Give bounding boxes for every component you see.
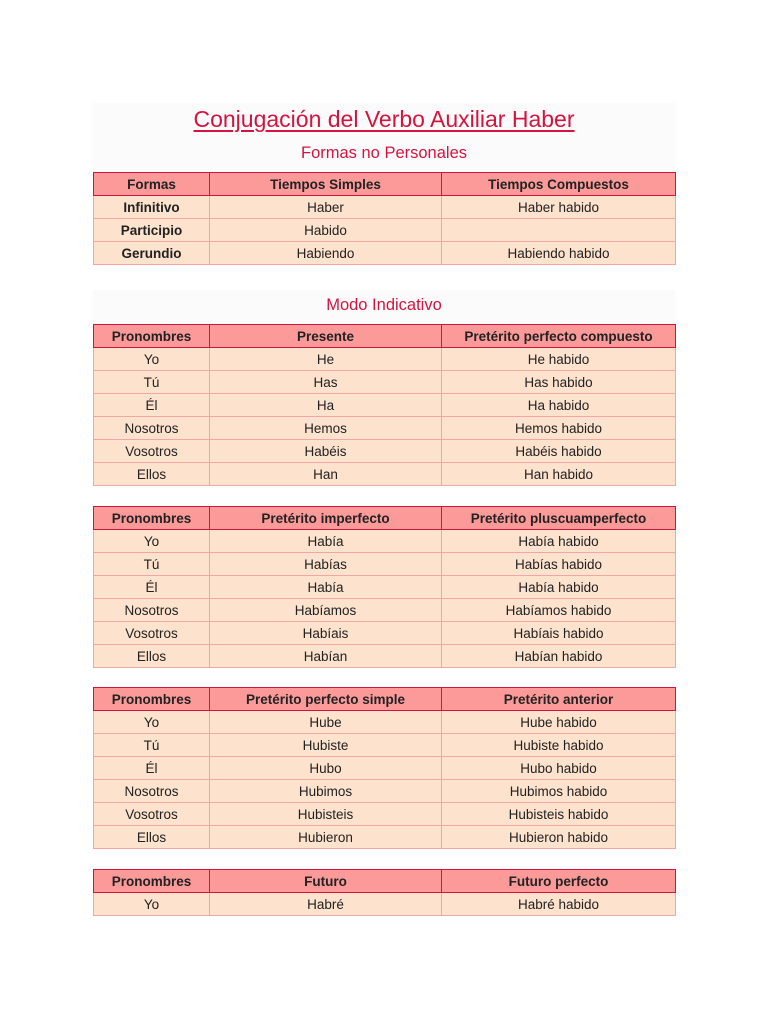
column-header: Pronombres bbox=[94, 325, 210, 348]
table-header-row bbox=[94, 325, 676, 348]
pronoun-cell: Él bbox=[94, 576, 210, 599]
table-cell: Hubiste habido bbox=[442, 734, 676, 757]
table-presente bbox=[93, 324, 676, 486]
pronoun-cell: Yo bbox=[94, 348, 210, 371]
table-cell: Hubisteis bbox=[210, 803, 442, 826]
table-cell: Habíamos habido bbox=[442, 599, 676, 622]
row-label-cell: Gerundio bbox=[94, 242, 210, 265]
table-cell: Había bbox=[210, 576, 442, 599]
column-header: Pronombres bbox=[94, 507, 210, 530]
table-formas-no-personales bbox=[93, 172, 676, 265]
table-row bbox=[94, 394, 676, 417]
pronoun-cell: Vosotros bbox=[94, 803, 210, 826]
pronoun-cell: Vosotros bbox=[94, 440, 210, 463]
table-cell: Hube habido bbox=[442, 711, 676, 734]
table-cell: He bbox=[210, 348, 442, 371]
row-label-cell: Infinitivo bbox=[94, 196, 210, 219]
table-cell: Hemos habido bbox=[442, 417, 676, 440]
table-cell: Hubiste bbox=[210, 734, 442, 757]
table-cell: Han habido bbox=[442, 463, 676, 486]
table-cell: Haber habido bbox=[442, 196, 676, 219]
column-header: Pretérito anterior bbox=[442, 688, 676, 711]
table-cell: Has bbox=[210, 371, 442, 394]
table-cell: Hubo bbox=[210, 757, 442, 780]
column-header: Pronombres bbox=[94, 688, 210, 711]
table-header-row bbox=[94, 173, 676, 196]
table-cell: Habíais habido bbox=[442, 622, 676, 645]
column-header: Tiempos Compuestos bbox=[442, 173, 676, 196]
table-header-row bbox=[94, 688, 676, 711]
pronoun-cell: Ellos bbox=[94, 463, 210, 486]
column-header: Formas bbox=[94, 173, 210, 196]
table-row bbox=[94, 242, 676, 265]
pronoun-cell: Yo bbox=[94, 893, 210, 916]
table-cell: Habían bbox=[210, 645, 442, 668]
table-cell: Habiendo habido bbox=[442, 242, 676, 265]
column-header: Tiempos Simples bbox=[210, 173, 442, 196]
pronoun-cell: Yo bbox=[94, 711, 210, 734]
table-cell: Hemos bbox=[210, 417, 442, 440]
pronoun-cell: Nosotros bbox=[94, 780, 210, 803]
table-header-row bbox=[94, 870, 676, 893]
table-row bbox=[94, 757, 676, 780]
column-header: Pretérito perfecto simple bbox=[210, 688, 442, 711]
pronoun-cell: Nosotros bbox=[94, 417, 210, 440]
table-cell: Hubimos bbox=[210, 780, 442, 803]
table-cell: Habéis habido bbox=[442, 440, 676, 463]
table-row bbox=[94, 893, 676, 916]
table-cell: Había habido bbox=[442, 576, 676, 599]
pronoun-cell: Él bbox=[94, 757, 210, 780]
pronoun-cell: Vosotros bbox=[94, 622, 210, 645]
section-band-indicativo bbox=[93, 290, 675, 325]
table-preterito-perfecto-simple bbox=[93, 687, 676, 849]
section-title-no-personales: Formas no Personales bbox=[301, 144, 467, 162]
pronoun-cell: Tú bbox=[94, 371, 210, 394]
table-futuro bbox=[93, 869, 676, 916]
table-cell: Ha habido bbox=[442, 394, 676, 417]
table-cell: Habías bbox=[210, 553, 442, 576]
table-row bbox=[94, 645, 676, 668]
table-row bbox=[94, 780, 676, 803]
table-row bbox=[94, 826, 676, 849]
table-row bbox=[94, 371, 676, 394]
table-cell bbox=[442, 219, 676, 242]
table-cell: Hubisteis habido bbox=[442, 803, 676, 826]
title-band bbox=[93, 103, 675, 173]
section-title-indicativo: Modo Indicativo bbox=[326, 296, 442, 314]
table-row bbox=[94, 553, 676, 576]
column-header: Presente bbox=[210, 325, 442, 348]
table-row bbox=[94, 219, 676, 242]
table-row bbox=[94, 622, 676, 645]
table-row bbox=[94, 348, 676, 371]
table-row bbox=[94, 576, 676, 599]
page-title: Conjugación del Verbo Auxiliar Haber bbox=[193, 106, 575, 132]
pronoun-cell: Tú bbox=[94, 734, 210, 757]
table-row bbox=[94, 417, 676, 440]
table-cell: Habías habido bbox=[442, 553, 676, 576]
table-cell: Hubimos habido bbox=[442, 780, 676, 803]
table-cell: Ha bbox=[210, 394, 442, 417]
pronoun-cell: Yo bbox=[94, 530, 210, 553]
table-row bbox=[94, 196, 676, 219]
column-header: Futuro perfecto bbox=[442, 870, 676, 893]
table-cell: Hubo habido bbox=[442, 757, 676, 780]
table-cell: Habían habido bbox=[442, 645, 676, 668]
table-cell: Habéis bbox=[210, 440, 442, 463]
pronoun-cell: Ellos bbox=[94, 645, 210, 668]
pronoun-cell: Él bbox=[94, 394, 210, 417]
table-cell: Habré bbox=[210, 893, 442, 916]
table-cell: Habré habido bbox=[442, 893, 676, 916]
table-cell: Hube bbox=[210, 711, 442, 734]
pronoun-cell: Nosotros bbox=[94, 599, 210, 622]
column-header: Futuro bbox=[210, 870, 442, 893]
column-header: Pronombres bbox=[94, 870, 210, 893]
pronoun-cell: Tú bbox=[94, 553, 210, 576]
column-header: Pretérito perfecto compuesto bbox=[442, 325, 676, 348]
table-row bbox=[94, 530, 676, 553]
table-row bbox=[94, 711, 676, 734]
table-cell: He habido bbox=[442, 348, 676, 371]
table-row bbox=[94, 463, 676, 486]
table-cell: Habido bbox=[210, 219, 442, 242]
table-row bbox=[94, 599, 676, 622]
table-row bbox=[94, 440, 676, 463]
table-cell: Habiendo bbox=[210, 242, 442, 265]
table-cell: Hubieron bbox=[210, 826, 442, 849]
table-preterito-imperfecto bbox=[93, 506, 676, 668]
row-label-cell: Participio bbox=[94, 219, 210, 242]
table-cell: Había bbox=[210, 530, 442, 553]
table-cell: Había habido bbox=[442, 530, 676, 553]
table-cell: Han bbox=[210, 463, 442, 486]
table-row bbox=[94, 803, 676, 826]
table-cell: Hubieron habido bbox=[442, 826, 676, 849]
table-header-row bbox=[94, 507, 676, 530]
pronoun-cell: Ellos bbox=[94, 826, 210, 849]
column-header: Pretérito pluscuamperfecto bbox=[442, 507, 676, 530]
table-row bbox=[94, 734, 676, 757]
table-cell: Habíamos bbox=[210, 599, 442, 622]
table-cell: Haber bbox=[210, 196, 442, 219]
table-cell: Habíais bbox=[210, 622, 442, 645]
table-cell: Has habido bbox=[442, 371, 676, 394]
column-header: Pretérito imperfecto bbox=[210, 507, 442, 530]
